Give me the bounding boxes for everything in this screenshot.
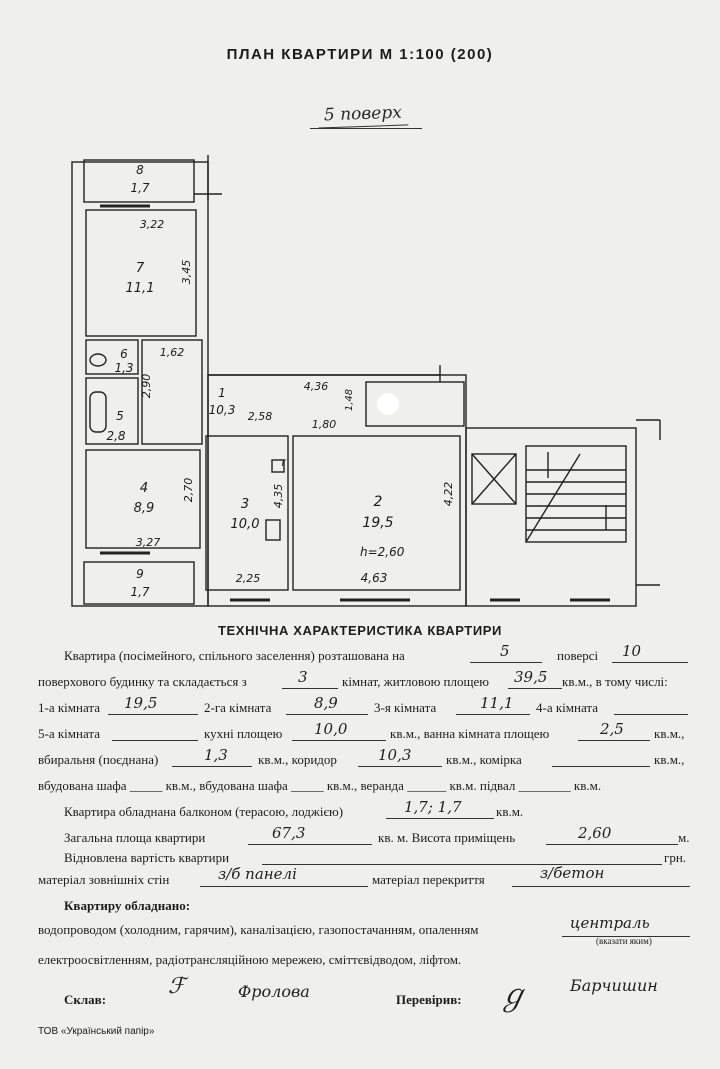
svg-text:1,80: 1,80: [311, 418, 337, 431]
svg-text:3,22: 3,22: [139, 218, 165, 231]
room-3-area: 10,0: [230, 517, 260, 532]
checked-by-label: Перевірив:: [396, 992, 462, 1007]
plan-title: ПЛАН КВАРТИРИ М 1:100 (200): [226, 46, 494, 63]
room-4-area: 8,9: [133, 501, 155, 516]
svg-text:2,90: 2,90: [140, 373, 153, 399]
room-9-num: 9: [136, 567, 144, 581]
room-4-num: 4: [139, 481, 149, 496]
room-6-area: 1,3: [114, 361, 134, 375]
room-1-area: 10,3: [208, 403, 236, 417]
section-title: ТЕХНІЧНА ХАРАКТЕРИСТИКА КВАРТИРИ: [217, 623, 502, 638]
svg-text:2,70: 2,70: [182, 477, 195, 503]
stair-block: [466, 428, 636, 606]
room-3-num: 3: [240, 497, 250, 512]
room-6-num: 6: [120, 347, 128, 361]
room-7-num: 7: [135, 261, 145, 276]
svg-text:2,25: 2,25: [235, 572, 261, 585]
signature-2-mark: ℊ: [498, 978, 528, 1013]
room-2-area: 19,5: [362, 515, 394, 531]
document-page: ПЛАН КВАРТИРИ М 1:100 (200) 5 поверх 8 1,7 7 11,1 6 1,3 5 2,8 1 10,3 4 8,9 3 10,0 2 19,5 9 1,7 3,22 3,45 1,62 2,90 4,36 1,48 2,58 1,80 2,70 4,35 Т 4,22 3,27 2,25 4,63 h=2,60 ТЕХНІЧНА ХАРАКТЕРИСТИКА КВАРТИРИ Квартира (посімейного, спільного заселення) розташована на 5 поверсі 10 поверхового будинку та складається з 3 кімнат, житловою площею 39,5 кв.м., в тому числі: 1-а кімната 19,5 2-га кімната 8,9 3-я кімната 11,1 4-а кімната 5-а кімната кухні площею 10,0 кв.м., ванна кімната площею 2,5 кв.м., вбиральня (поєднана) 1,3 кв.м., коридор 10,3 кв.м., комірка кв.м., вбудована шафа _____ кв.м., вбудована шафа _____ кв.м., веранда ______ кв.м. підвал ________ кв.м. Квартира обладнана балконом (терасою, лоджією) 1,7; 1,7 кв.м. Загальна площа квартири 67,3 кв. м. Висота приміщень 2,60 м. Відновлена вартість квартири грн. матеріал зовнішніх стін з/б панелі матеріал перекриття з/бетон Квартиру обладнано: водопроводом (холодним, гарячим), каналізацією, газопостачанням, опаленням централь (вказати яким) електроосвітленням, радіотрансляційною мережею, сміттєвідводом, ліфтом. Склав: ℱ Фролова Перевірив: ℊ Барчишин ТОВ «Український папір»: [0, 0, 720, 1069]
room-5-num: 5: [116, 409, 124, 423]
floor-label: 5 поверх: [318, 102, 409, 128]
svg-text:4,36: 4,36: [303, 380, 329, 393]
room-2-num: 2: [373, 494, 383, 510]
equipped-title: Квартиру обладнано:: [64, 898, 191, 913]
svg-text:2,58: 2,58: [247, 410, 273, 423]
room-9-area: 1,7: [130, 585, 150, 599]
svg-text:4,63: 4,63: [360, 571, 388, 585]
room-8-num: 8: [136, 163, 144, 177]
room-8-area: 1,7: [130, 181, 150, 195]
made-by-label: Склав:: [64, 992, 107, 1007]
svg-text:4,35: 4,35: [272, 483, 285, 509]
room-1-num: 1: [218, 386, 226, 400]
svg-text:3,27: 3,27: [135, 536, 161, 549]
svg-text:1,48: 1,48: [344, 388, 355, 412]
footer-publisher: ТОВ «Український папір»: [38, 1026, 155, 1037]
svg-text:Т: Т: [280, 459, 286, 469]
svg-text:4,22: 4,22: [442, 481, 455, 507]
signature-2: Барчишин: [570, 976, 658, 995]
signature-1-mark: ℱ: [168, 974, 186, 999]
svg-text:3,45: 3,45: [180, 259, 193, 285]
svg-text:h=2,60: h=2,60: [360, 545, 405, 559]
room-7-area: 11,1: [125, 281, 155, 296]
glare-spot: [377, 393, 399, 415]
signature-1: Фролова: [238, 982, 310, 1001]
svg-text:1,62: 1,62: [159, 346, 185, 359]
room-5-area: 2,8: [106, 429, 126, 443]
